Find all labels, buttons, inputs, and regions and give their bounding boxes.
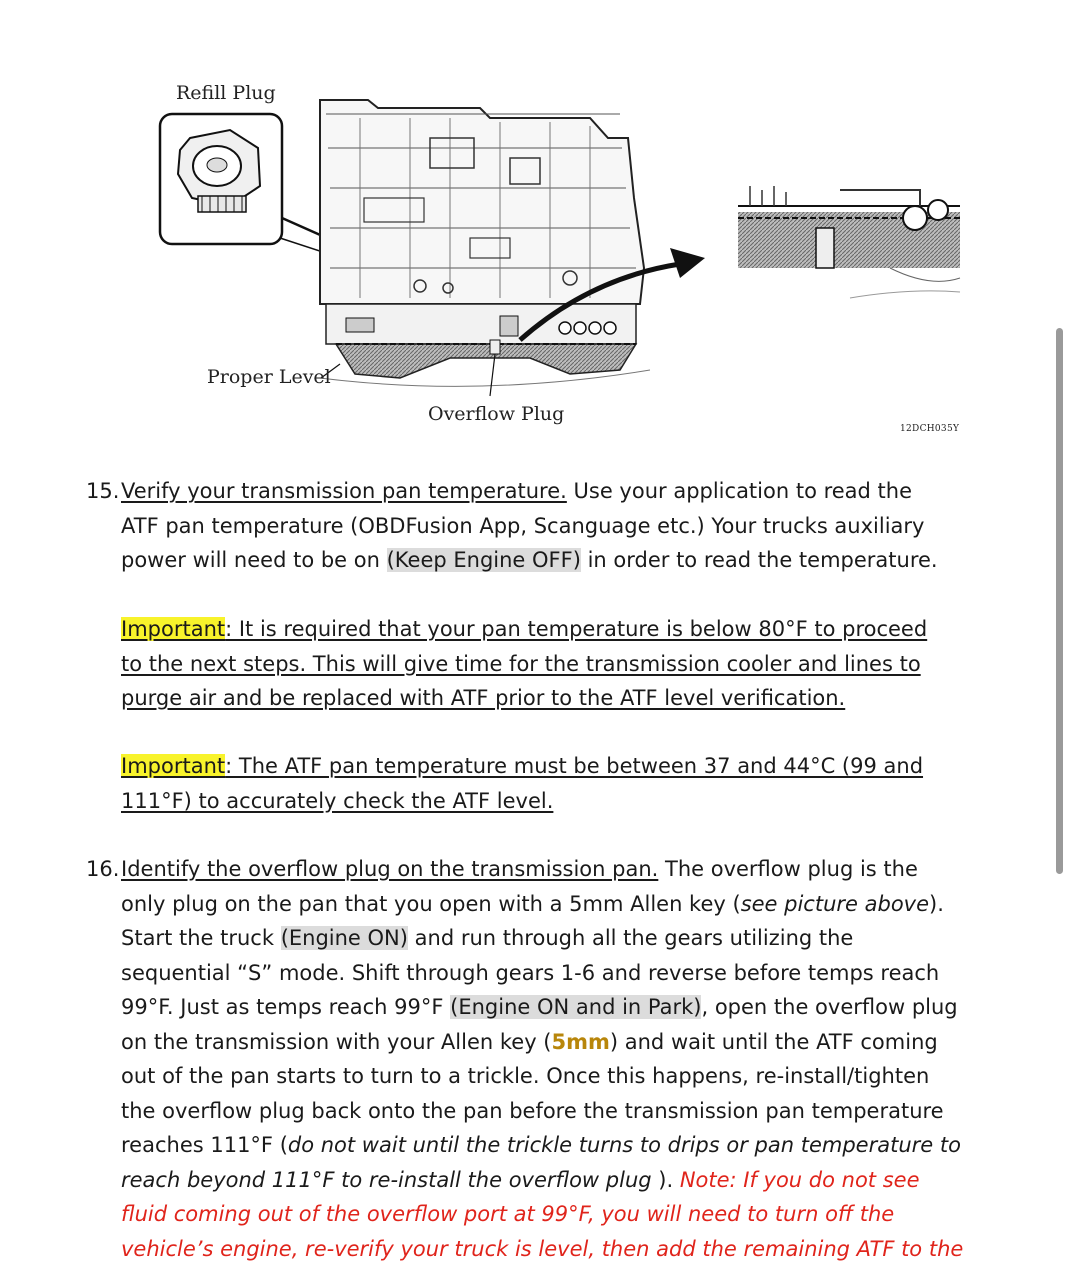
note-red-text: Note: If you do not see: [679, 1167, 920, 1192]
step-16-text: Start the truck: [121, 926, 281, 950]
important-note-2: [121, 749, 981, 818]
step-16-text: reaches 111°F (: [121, 1133, 288, 1157]
step-15: [121, 474, 981, 578]
note-red-text: fluid coming out of the overflow port at 99°F, you will need to turn off the: [121, 1202, 895, 1226]
step-16-text: and run through all the gears utilizing the: [407, 926, 854, 950]
step-16-text: ) and wait until the ATF coming: [609, 1029, 938, 1054]
step-16-text: , open the overflow plug: [701, 995, 958, 1019]
step-15-text: ATF pan temperature (OBDFusion App, Scanguage etc.) Your trucks auxiliary: [121, 513, 925, 538]
step-16-text: The overflow plug is the: [658, 857, 918, 881]
step-16-italic: see picture above: [740, 891, 930, 916]
important-text: : The ATF pan temperature must be between 37 and 44°C (99 and: [225, 754, 924, 778]
transmission-diagram: [150, 78, 980, 448]
step-16: [121, 852, 981, 1266]
important-tag: Important: [121, 754, 226, 778]
important-text: purge air and be replaced with ATF prior to the ATF level verification.: [121, 686, 846, 710]
step-16-text: out of the pan starts to turn to a trickle. Once this happens, re-install/tighten: [121, 1064, 930, 1088]
step-16-text: 99°F. Just as temps reach 99°F: [121, 995, 451, 1019]
important-text: to the next steps. This will give time for the transmission cooler and lines to: [121, 651, 921, 676]
overflow-plug-label: Overflow Plug: [428, 403, 565, 425]
figure-code: 12DCH035Y: [900, 424, 960, 434]
engine-on-highlight: (Engine ON): [280, 926, 408, 950]
important-tag: Important: [121, 617, 226, 641]
engine-park-highlight: (Engine ON and in Park): [450, 995, 702, 1019]
transmission-illustration: [150, 78, 980, 448]
step-16-number: 16.: [86, 857, 120, 881]
step-16-text: sequential “S” mode. Shift through gears 1-6 and reverse before temps reach: [121, 960, 940, 985]
note-red-text: vehicle’s engine, re-verify your truck is level, then add the remaining ATF to the: [121, 1236, 964, 1261]
step-16-text: ).: [929, 891, 944, 916]
important-text: : It is required that your pan temperature is below 80°F to proceed: [225, 617, 928, 641]
proper-level-label: Proper Level: [207, 366, 331, 388]
important-note-1: [121, 612, 981, 716]
step-16-text: ).: [651, 1167, 680, 1192]
step-16-text: on the transmission with your Allen key (: [121, 1029, 552, 1054]
step-15-text: power will need to be on: [121, 548, 387, 572]
engine-off-highlight: (Keep Engine OFF): [386, 548, 581, 572]
important-text: 111°F) to accurately check the ATF level.: [121, 788, 554, 813]
step-16-heading: Identify the overflow plug on the transmission pan.: [121, 857, 659, 881]
step-16-text: only plug on the pan that you open with a 5mm Allen key (: [121, 891, 741, 916]
step-16-italic: reach beyond 111°F to re-install the overflow plug: [121, 1167, 652, 1192]
step-15-number: 15.: [86, 479, 120, 503]
step-15-heading: Verify your transmission pan temperature.: [121, 479, 567, 503]
step-15-text: Use your application to read the: [566, 479, 913, 503]
step-16-text: the overflow plug back onto the pan before the transmission pan temperature: [121, 1098, 944, 1123]
step-15-text: in order to read the temperature.: [580, 548, 938, 572]
refill-plug-label: Refill Plug: [176, 82, 276, 104]
vertical-scrollbar[interactable]: [1056, 328, 1063, 874]
step-16-italic: do not wait until the trickle turns to drips or pan temperature to: [287, 1133, 961, 1157]
allen-key-size: 5mm: [551, 1029, 610, 1054]
